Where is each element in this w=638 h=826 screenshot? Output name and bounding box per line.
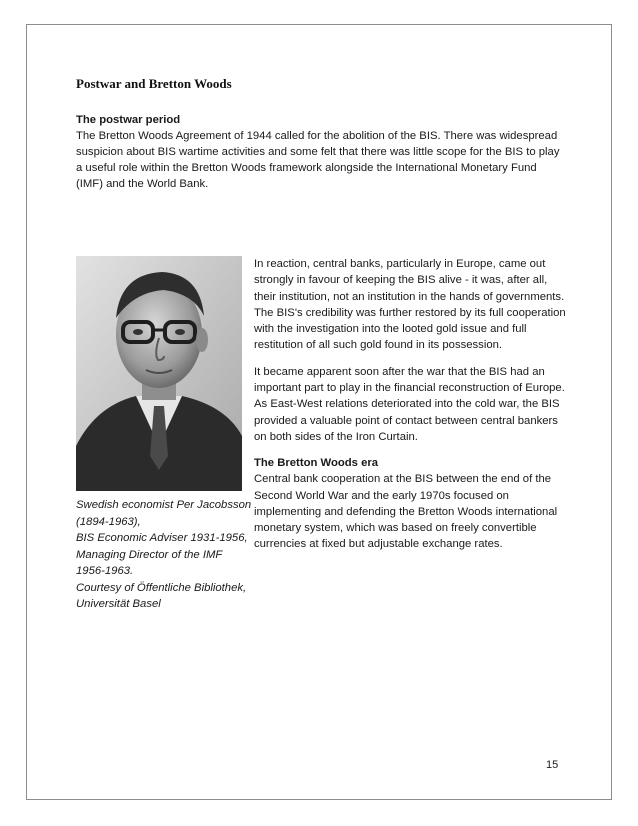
photo-caption: [76, 497, 254, 613]
era-heading: The Bretton Woods era: [254, 457, 379, 470]
page-number: 15: [546, 759, 559, 771]
caption-line: 1956-1963.: [76, 565, 134, 577]
caption-line: Swedish economist Per Jacobsson: [76, 499, 252, 511]
caption-line: Courtesy of Öffentliche Bibliothek,: [76, 581, 247, 594]
caption-line: BIS Economic Adviser 1931-1956,: [76, 532, 248, 544]
postwar-paragraph: The Bretton Woods Agreement of 1944 called for the abolition of the BIS. There was widespread suspicion about BIS wartime activities and some felt that there was little scope for the BIS to play a useful role within the Bretton Woods framework alongside the International Monetary Fund (IMF) and the World Bank.: [76, 130, 560, 190]
reaction-paragraph: In reaction, central banks, particularly in Europe, came out strongly in favour of keeping the BIS alive - it was, after all, their institution, not an institution in the hands of governments. The BIS's credibility was further restored by its full cooperation with the investigation into the looted gold issue and full restitution of all such gold found in its possession.: [254, 258, 566, 352]
caption-line: (1894-1963),: [76, 515, 141, 528]
postwar-heading: The postwar period: [76, 114, 181, 126]
right-column: [254, 256, 572, 553]
apparent-paragraph: It became apparent soon after the war that the BIS had an important part to play in the financial reconstruction of Europe. As East-West relations deteriorated into the cold war, the BIS provided a valuable point of contact between central bankers on both sides of the Iron Curtain.: [254, 365, 565, 443]
portrait-photo: [76, 256, 242, 491]
section-title: Postwar and Bretton Woods: [76, 76, 232, 91]
era-paragraph: Central bank cooperation at the BIS between the end of the Second World War and the early 1970s focused on implementing and defending the Bretton Woods international monetary system, which was based on freely convertible currencies at fixed but adjustable exchange rates.: [254, 473, 558, 551]
postwar-section: [76, 112, 566, 192]
caption-line: Universität Basel: [76, 598, 161, 610]
caption-line: Managing Director of the IMF: [76, 548, 223, 561]
